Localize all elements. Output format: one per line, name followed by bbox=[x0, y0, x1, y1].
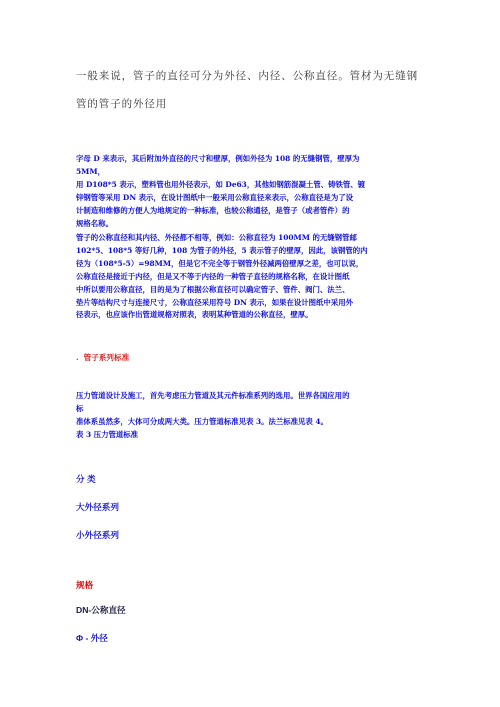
paragraph-line: 径表示，也应该作出管道规格对照表，表明某种管道的公称直径，壁厚。 bbox=[76, 310, 313, 320]
paragraph-line: 垫片等结构尺寸与连接尺寸，公称直径采用符号 DN 表示，如果在设计图纸中采用外 bbox=[76, 297, 353, 307]
paragraph-line: 压力管道设计及施工，首先考虑压力管道及其元件标准系列的选用。世界各国应用的 bbox=[76, 391, 350, 400]
paragraph-nominal-diameter bbox=[76, 232, 428, 322]
large-outer-diameter-series: 大外径系列 bbox=[76, 502, 119, 512]
intro-heading-line-2: 管的管子的外径用 bbox=[76, 98, 168, 110]
paragraph-line: 准体系虽然多，大体可分成两大类。压力管道标准见表 3。法兰标准见表 4。 bbox=[76, 416, 328, 426]
category-header: 分 类 bbox=[76, 474, 96, 484]
paragraph-line: 标 bbox=[76, 403, 84, 413]
paragraph-line: 中所以要用公称直径，目的是为了根据公称直径可以确定管子、管件、阀门、法兰、 bbox=[76, 284, 350, 294]
paragraph-pressure-piping bbox=[76, 390, 428, 442]
paragraph-line: 管子的公称直径和其内径、外径都不相等，例如：公称直径为 100MM 的无缝钢管邮 bbox=[76, 233, 357, 242]
table-caption: 表 3 压力管道标准 bbox=[76, 429, 139, 439]
paragraph-line: 锌钢管等采用 DN 表示，在设计图纸中一般采用公称直径来表示，公称直径是为了设 bbox=[76, 192, 353, 202]
paragraph-line: 计制造和维修的方便人为地规定的一种标准，也较公称通径，是管子（或者管件）的 bbox=[76, 205, 350, 215]
paragraph-line: 径为（108*5-5）=98MM，但是它不完全等于钢管外径减两倍壁厚之差，也可以说， bbox=[76, 258, 364, 268]
paragraph-line: 用 D108*5 表示，塑料管也用外径表示，如 De63，其他如钢筋混凝土管、铸铁管、镀 bbox=[76, 179, 366, 189]
spec-header: 规格 bbox=[76, 580, 94, 590]
paragraph-line: 字母 D 来表示，其后附加外直径的尺寸和壁厚，例如外径为 108 的无缝钢管，壁厚为 bbox=[76, 154, 360, 163]
paragraph-line: 公称直径是接近于内径，但是又不等于内径的一种管子直径的规格名称，在设计图纸 bbox=[76, 271, 350, 281]
section-bullet: . bbox=[76, 353, 79, 362]
intro-heading-line-1: 一般来说，管子的直径可分为外径、内径、公称直径。管材为无缝钢 bbox=[76, 70, 418, 82]
paragraph-line: 102*5、108*5 等好几种，108 为管子的外径，5 表示管子的壁厚，因此，该钢管的内 bbox=[76, 245, 368, 255]
phi-outer-diameter-label: Φ - 外径 bbox=[76, 633, 108, 643]
paragraph-line: 规格名称。 bbox=[76, 218, 113, 228]
dn-nominal-diameter-label: DN-公称直径 bbox=[76, 605, 126, 615]
paragraph-line: 5MM， bbox=[76, 166, 105, 176]
section-title bbox=[76, 352, 129, 363]
paragraph-outer-diameter bbox=[76, 153, 428, 230]
small-outer-diameter-series: 小外径系列 bbox=[76, 530, 119, 540]
section-title-text: 管子系列标准 bbox=[83, 353, 130, 362]
